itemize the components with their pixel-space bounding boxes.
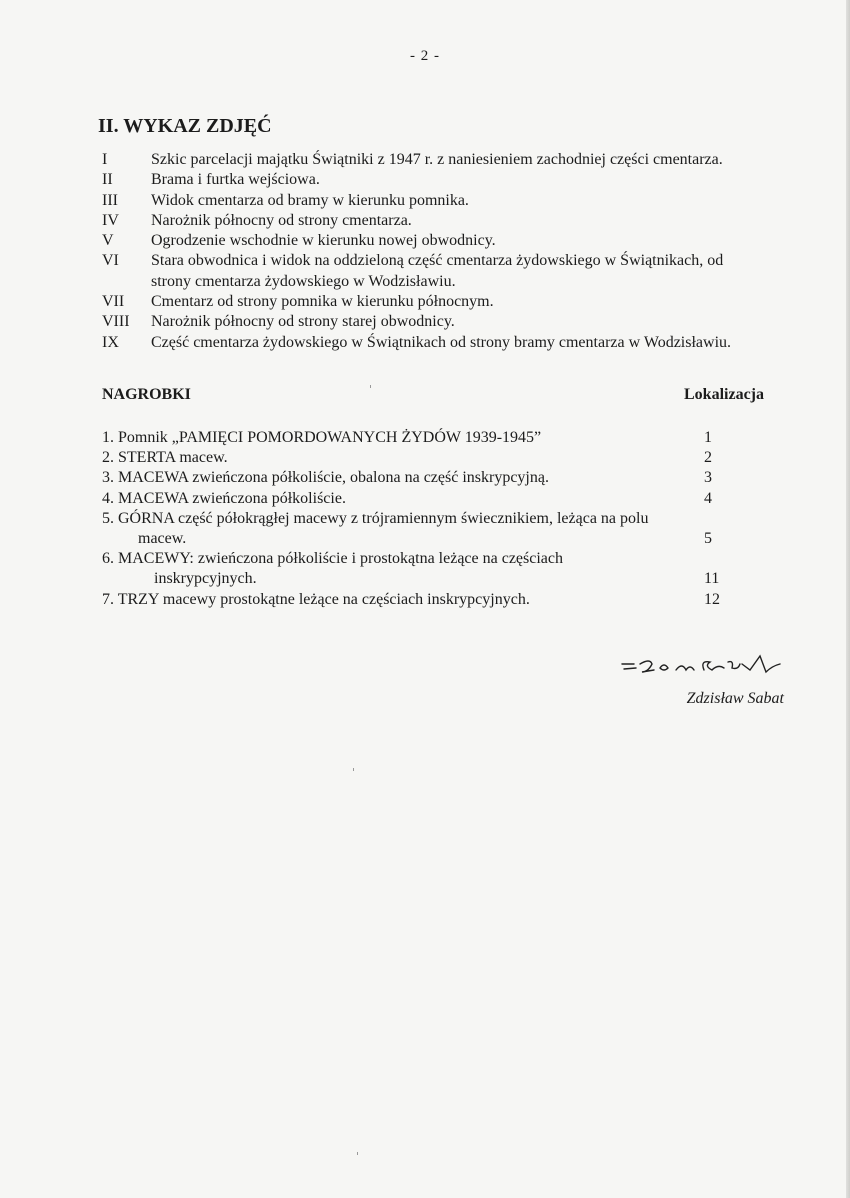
photo-description-line: strony cmentarza żydowskiego w Wodzisławiu.	[151, 272, 456, 290]
photo-list-item	[102, 292, 782, 312]
grave-item	[102, 549, 724, 589]
grave-description: 5. GÓRNA część półokrągłej macewy z trójramiennym świecznikiem, leżąca na polu	[102, 509, 649, 527]
graves-list	[102, 428, 724, 610]
photo-number: VIII	[102, 313, 130, 331]
grave-item	[102, 489, 724, 509]
grave-description: 3. MACEWA zwieńczona półkoliście, obalona na część inskrypcyjną.	[102, 469, 549, 487]
photo-list-item	[102, 312, 782, 332]
photo-number: I	[102, 151, 108, 168]
grave-description: 1. Pomnik „PAMIĘCI POMORDOWANYCH ŻYDÓW 1939-1945”	[102, 429, 542, 446]
photo-list-item	[102, 333, 782, 353]
photo-description: Narożnik północny od strony cmentarza.	[151, 211, 412, 229]
photo-description: Część cmentarza żydowskiego w Świątnikach od strony bramy cmentarza w Wodzisławiu.	[151, 333, 732, 351]
scan-speck	[353, 768, 354, 771]
photo-list-item	[102, 251, 782, 292]
photo-list-item	[102, 150, 782, 170]
graves-heading: NAGROBKI	[102, 386, 191, 403]
location-heading: Lokalizacja	[684, 386, 764, 403]
page-number: - 2 -	[410, 48, 440, 64]
photo-number: III	[102, 191, 118, 209]
grave-item	[102, 509, 724, 549]
grave-location: 3	[704, 469, 712, 487]
grave-item	[102, 590, 724, 610]
grave-description-continued: macew.	[138, 530, 187, 548]
photo-number: VII	[102, 293, 125, 311]
photo-description: Widok cmentarza od bramy w kierunku pomnika.	[151, 191, 469, 209]
photo-list-item	[102, 170, 782, 190]
photo-description: Cmentarz od strony pomnika w kierunku północnym.	[151, 293, 494, 311]
grave-location: 12	[704, 590, 720, 608]
scan-speck	[357, 1152, 358, 1155]
grave-description: 7. TRZY macewy prostokątne leżące na częściach inskrypcyjnych.	[102, 590, 530, 608]
photo-number: IV	[102, 211, 119, 229]
photo-list	[102, 150, 782, 353]
scan-edge	[846, 0, 850, 1198]
grave-location: 4	[704, 489, 712, 507]
grave-location: 2	[704, 449, 712, 467]
scan-speck	[370, 385, 371, 388]
photo-list-item	[102, 191, 782, 211]
grave-location: 5	[704, 530, 712, 548]
photo-list-item	[102, 211, 782, 231]
section-title: II. WYKAZ ZDJĘĆ	[98, 115, 272, 137]
graves-header	[102, 386, 764, 404]
photo-description: Ogrodzenie wschodnie w kierunku nowej obwodnicy.	[151, 232, 496, 250]
photo-number: V	[102, 232, 114, 250]
photo-description	[151, 251, 782, 292]
signer-name: Zdzisław Sabat	[686, 690, 784, 707]
photo-description-line: Stara obwodnica i widok na oddzieloną część cmentarza żydowskiego w Świątnikach, od	[151, 252, 724, 270]
handwritten-signature	[620, 650, 820, 690]
grave-location: 11	[704, 570, 720, 588]
grave-description: 6. MACEWY: zwieńczona półkoliście i prostokątna leżące na częściach	[102, 550, 564, 568]
grave-description: 4. MACEWA zwieńczona półkoliście.	[102, 489, 346, 507]
grave-location: 1	[704, 429, 712, 446]
grave-item	[102, 448, 724, 468]
photo-description: Brama i furtka wejściowa.	[151, 171, 320, 189]
photo-list-item	[102, 231, 782, 251]
photo-number: VI	[102, 252, 119, 270]
grave-description-continued: inskrypcyjnych.	[154, 570, 257, 588]
photo-description: Narożnik północny od strony starej obwodnicy.	[151, 313, 455, 331]
photo-description: Szkic parcelacji majątku Świątniki z 1947 r. z naniesieniem zachodniej części cmentarza.	[151, 151, 723, 168]
grave-item	[102, 428, 724, 448]
grave-item	[102, 468, 724, 488]
photo-number: IX	[102, 333, 119, 351]
grave-description: 2. STERTA macew.	[102, 449, 228, 467]
photo-number: II	[102, 171, 113, 189]
